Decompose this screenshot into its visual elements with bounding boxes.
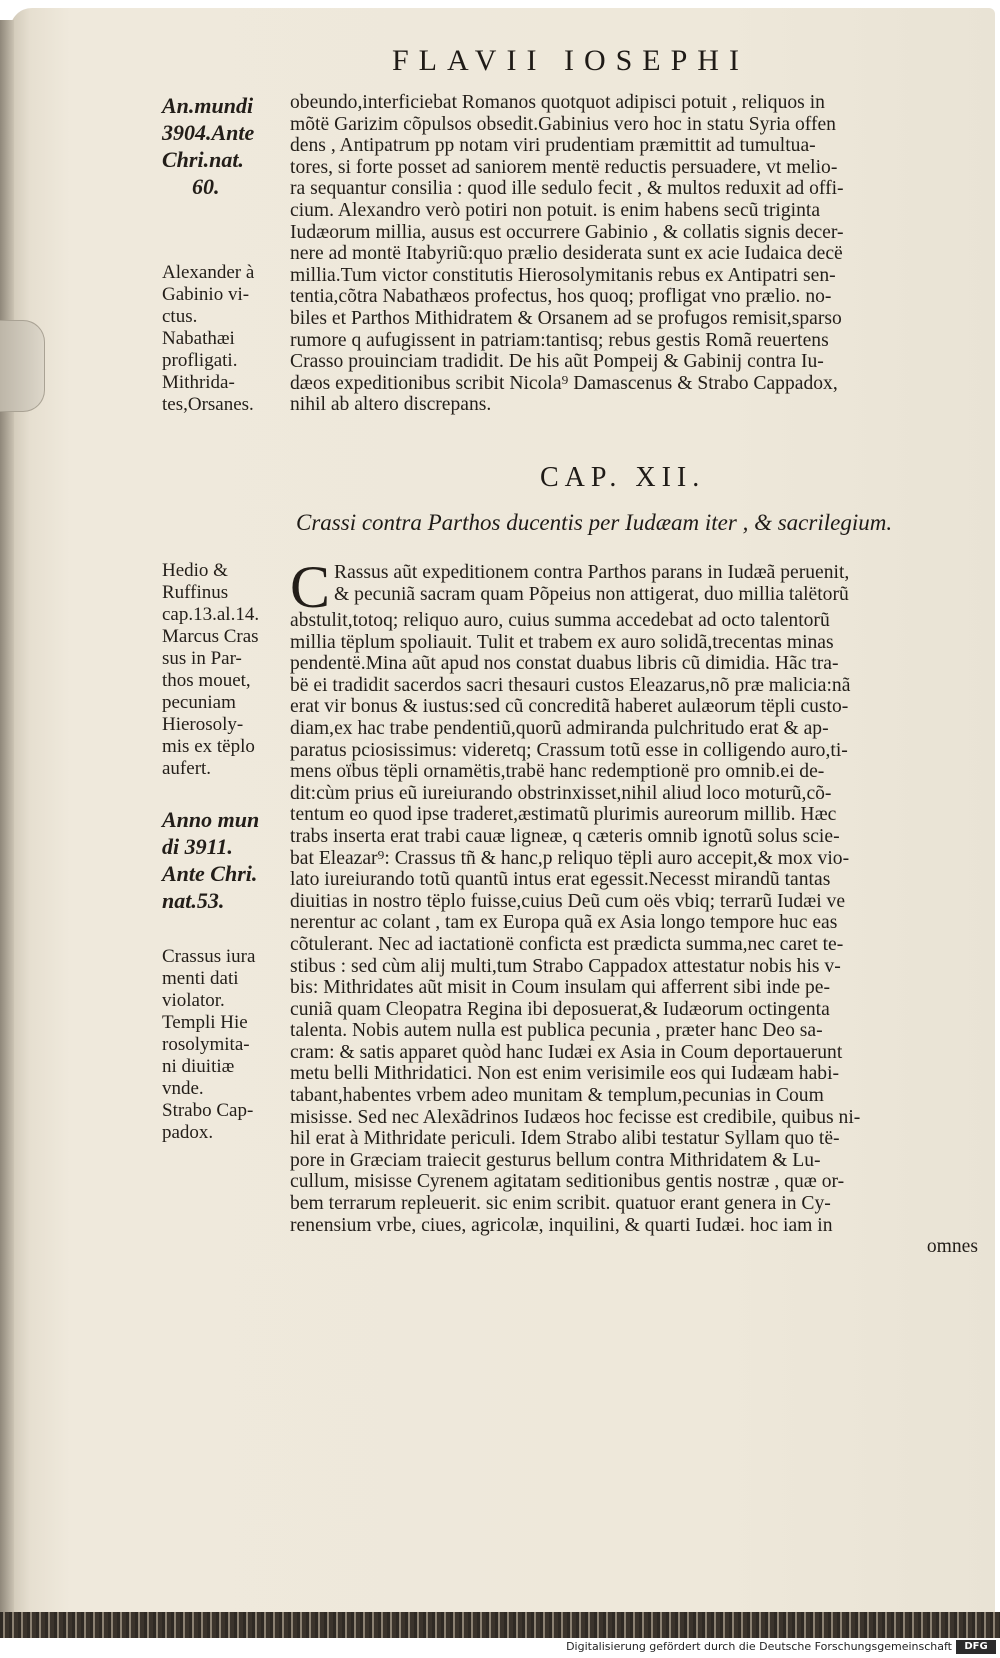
margin-line: padox.	[162, 1122, 214, 1143]
margin-line: tes,Orsanes.	[162, 394, 254, 415]
margin-line: Crassus iura	[162, 946, 256, 967]
text-line: & pecuniã sacram quam Põpeius non attigerat, duo millia talëtorũ	[334, 583, 849, 605]
text-line: hil erat à Mithridate periculi. Idem Strabo alibi testatur Syllam quo të-	[290, 1128, 840, 1150]
margin-line: ni diuitiæ	[162, 1056, 235, 1077]
margin-line: di 3911.	[162, 834, 233, 859]
margin-line: mis ex tëplo	[162, 736, 255, 757]
margin-line: Mithrida-	[162, 372, 235, 393]
margin-line: Hierosoly-	[162, 714, 244, 735]
margin-line: Chri.nat.	[162, 147, 244, 172]
text-line: tabant,habentes vrbem adeo munitam & templum,pecunias in Coum	[290, 1085, 824, 1107]
margin-line: sus in Par-	[162, 648, 242, 669]
chapter-text-block	[290, 554, 978, 1258]
text-line: nerentur ac colant , tam ex Europa quã ex Asia longo tempore huc eas	[290, 912, 838, 934]
text-line: rumore q aufugissent in patriam:tantisq; rebus gestis Romã reuertens	[290, 329, 829, 351]
margin-year-1	[162, 92, 292, 200]
text-line: paratus pciosissimus: videretq; Crassum totũ esse in colligendo auro,ti-	[290, 739, 848, 761]
margin-line: Templi Hie	[162, 1012, 248, 1033]
text-line: cuniã quam Cleopatra Regina ibi deposuerat,& Iudæorum octingenta	[290, 998, 830, 1020]
text-line: millia tëplum spoliauit. Tulit et trabem ex auro solidã,trecentas minas	[290, 631, 834, 653]
text-line: nere ad montë Itabyriũ:quo prælio desiderata sunt ex acie Iudaica decë	[290, 243, 843, 265]
text-line: millia.Tum victor constitutis Hierosolymitanis rebus ex Antipatri sen-	[290, 264, 836, 286]
margin-line: Strabo Cap-	[162, 1100, 254, 1121]
margin-line: ctus.	[162, 306, 198, 327]
text-line: mens oïbus tëpli ornamëtis,trabë hanc redemptionë pro omnib.ei de-	[290, 761, 825, 783]
text-line: biles et Parthos Mithidratem & Orsanem ad se profugos remisit,sparso	[290, 307, 842, 329]
text-line: tentia,cõtra Nabathæos profectus, hos quoq; profligat vno prælio. no-	[290, 286, 832, 308]
margin-line: Alexander à	[162, 262, 255, 283]
text-line: diam,ex hac trabe pendentiũ,quorũ admiranda pulchritudo erat & ap-	[290, 717, 829, 739]
drop-cap: C	[290, 554, 331, 620]
margin-year-2	[162, 806, 292, 914]
text-line: Iudæorum millia, ausus est occurrere Gabinio , & collatis signis decer-	[290, 221, 844, 243]
margin-line: Ruffinus	[162, 582, 229, 603]
text-line: dæos expeditionibus scribit Nicola⁹ Damascenus & Strabo Cappadox,	[290, 372, 838, 394]
margin-line: cap.13.al.14.	[162, 604, 260, 625]
margin-line: Nabathæi	[162, 328, 235, 349]
margin-line: nat.53.	[162, 888, 225, 913]
text-line: renensium vrbe, ciues, agricolæ, inquilini, & quarti Iudæi. hoc iam in	[290, 1214, 833, 1236]
text-line: pore in Græciam traiecit gesturus bellum contra Mithridatem & Lu-	[290, 1149, 821, 1171]
text-line: bat Eleazar⁹: Crassus tñ & hanc,p reliquo tëpli auro accepit,& mox vio-	[290, 847, 850, 869]
text-line: tores, si forte posset ad saniorem mentë reductis persuadere, vt melio-	[290, 156, 838, 178]
margin-line: 60.	[192, 174, 220, 199]
text-line: diuitias in nostro tëplo fuisse,cuius Deũ cum oës vbiq; terrarũ Iudæi ve	[290, 890, 846, 912]
text-line: trabs inserta erat trabi cauæ ligneæ, q cæteris omnib ignotũ solus scie-	[290, 825, 840, 847]
chapter-title: CAP. XII.	[540, 462, 706, 493]
margin-line: pecuniam	[162, 692, 236, 713]
text-line: obeundo,interficiebat Romanos quotquot adipisci potuit , reliquos in	[290, 92, 825, 113]
margin-line: Marcus Cras	[162, 626, 259, 647]
margin-line: An.mundi	[162, 93, 254, 118]
margin-line: Gabinio vi-	[162, 284, 250, 305]
text-line: metu belli Mithridatici. Non est enim verisimile eos qui Iudæam habi-	[290, 1063, 840, 1085]
digitization-credit: Digitalisierung gefördert durch die Deutsche Forschungsgemeinschaft	[566, 1640, 952, 1653]
text-line: erat vir bonus & iustus:sed cũ concreditã haberet aulæorum tëpli custo-	[290, 696, 849, 718]
margin-line: profligati.	[162, 350, 238, 371]
text-line: bis: Mithridates aũt misit in Coum insulam qui afferrent sibi inde pe-	[290, 977, 831, 999]
text-line: talenta. Nobis autem nulla est publica pecunia , præter hanc Deo sa-	[290, 1020, 823, 1042]
text-line: Rassus aũt expeditionem contra Parthos parans in Iudæã peruenit,	[334, 562, 850, 583]
margin-line: aufert.	[162, 758, 212, 779]
margin-line: rosolymita-	[162, 1034, 250, 1055]
text-line: ra sequantur consilia : quod ille sedulo fecit , & multos reduxit ad offi-	[290, 178, 844, 200]
text-line: bë ei tradidit sacerdos sacri thesauri custos Eleazarus,nõ præ malicia:nã	[290, 674, 851, 696]
text-line: dens , Antipatrum pp notam viri prudentiam præmittit ad tumultua-	[290, 135, 816, 157]
text-line: cram: & satis apparet quòd hanc Iudæi ex Asia in Coum deportauerunt	[290, 1041, 843, 1063]
page-tab	[0, 320, 45, 412]
text-line: tentum eo quod ipse traderet,æstimatũ plurimis aureorum millib. Hæc	[290, 804, 837, 826]
running-head: FLAVII IOSEPHI	[392, 44, 749, 77]
text-line: mõtë Garizim cõpulsos obsedit.Gabinius vero hoc in statu Syria offen	[290, 113, 836, 135]
text-line: bem terrarum repleuerit. sic enim scribit. quatuor erant genera in Cy-	[290, 1193, 831, 1215]
margin-note-3	[162, 946, 292, 1144]
text-line: cõtulerant. Nec ad iactationë conficta est prædicta summa,nec caret te-	[290, 933, 844, 955]
margin-line: menti dati	[162, 968, 239, 989]
margin-line: Anno mun	[162, 807, 260, 832]
chapter-subtitle: Crassi contra Parthos ducentis per Iudæam iter , & sacrilegium.	[296, 510, 893, 535]
margin-line: vnde.	[162, 1078, 204, 1099]
text-line: abstulit,totoq; reliquo auro, cuius summa accedebat ad octo talentorũ	[290, 610, 830, 631]
text-line: cullum, misisse Cyrenem agitatam seditionibus gentis nostræ , quæ or-	[290, 1171, 845, 1193]
top-text-block	[290, 92, 978, 416]
text-line: misisse. Sed nec Alexãdrinos Iudæos hoc fecisse est credibile, quibus ni-	[290, 1106, 861, 1128]
text-line: stibus : sed cùm alij multi,tum Strabo Cappadox attestatur nobis his v-	[290, 955, 841, 977]
margin-line: Hedio &	[162, 560, 228, 581]
margin-note-1	[162, 262, 292, 416]
text-line: nihil ab altero discrepans.	[290, 394, 492, 416]
text-line: lato iureiurando totũ quantũ intus erat egessit.Necesst mirandũ tantas	[290, 869, 831, 891]
margin-line: 3904.Ante	[162, 120, 255, 145]
margin-line: Ante Chri.	[162, 861, 258, 886]
text-line: Crasso prouinciam tradidit. De his aũt Pompeij & Gabinij contra Iu-	[290, 351, 824, 373]
margin-line: violator.	[162, 990, 225, 1011]
text-line: pendentë.Mina aũt apud nos constat duabus libris cũ dimidia. Hãc tra-	[290, 653, 839, 675]
margin-line: thos mouet,	[162, 670, 251, 691]
text-line: cium. Alexandro verò potiri non potuit. is enim habens secũ triginta	[290, 199, 821, 221]
margin-note-2	[162, 560, 292, 780]
book-edge-shadow	[0, 20, 14, 1620]
dfg-logo: DFG	[956, 1640, 996, 1654]
text-line: dit:cùm prius eũ iureiurando obstrinxisset,nihil aliud loco moturũ,cõ-	[290, 782, 832, 804]
catchword: omnes	[926, 1236, 978, 1258]
